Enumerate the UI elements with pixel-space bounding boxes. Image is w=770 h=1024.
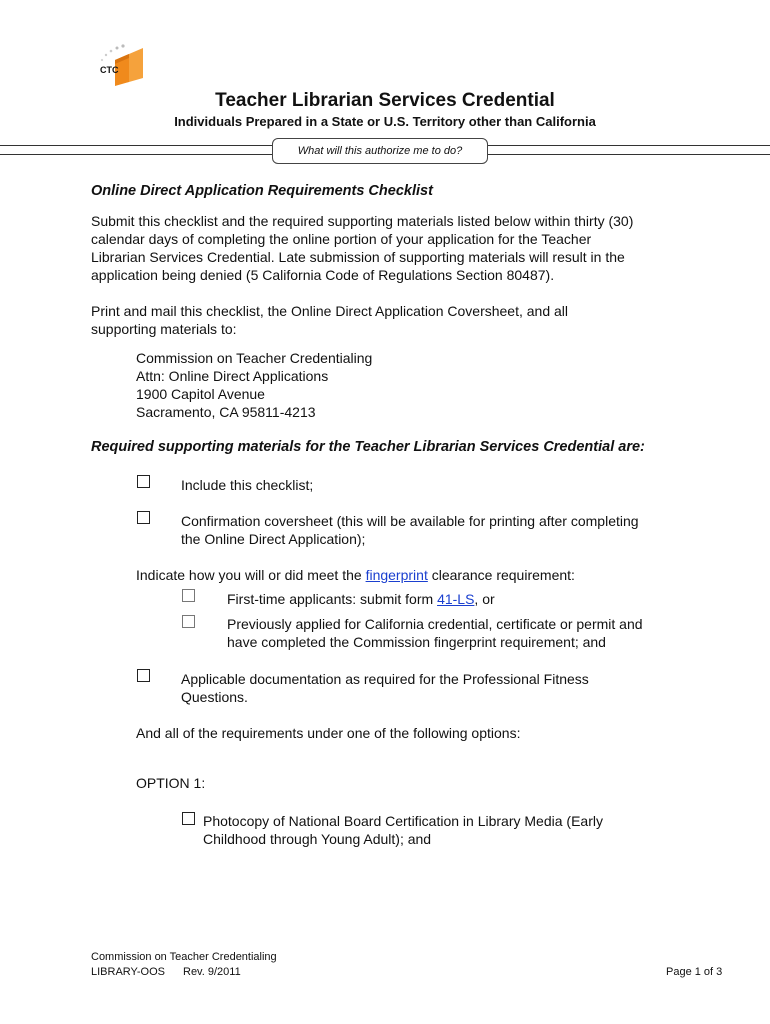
checklist-heading: Online Direct Application Requirements Checklist [91, 183, 433, 199]
previously-applied-checkbox[interactable] [182, 615, 195, 628]
national-board-certification-label [203, 812, 723, 848]
address-line: 1900 Capitol Avenue [136, 386, 265, 402]
previously-applied-label [227, 615, 727, 651]
intro-paragraph [91, 212, 731, 284]
option-1-label: OPTION 1: [136, 775, 206, 791]
professional-fitness-checkbox[interactable] [137, 669, 150, 682]
fingerprint-link[interactable]: fingerprint [365, 567, 428, 583]
national-board-line: Childhood through Young Adult); and [203, 831, 432, 847]
include-checklist-checkbox[interactable] [137, 475, 150, 488]
footer-revision: Rev. 9/2011 [183, 966, 241, 978]
national-board-certification-checkbox[interactable] [182, 812, 195, 825]
previously-applied-line: have completed the Commission fingerprint requirement; and [227, 634, 606, 650]
professional-fitness-line: Applicable documentation as required for the Professional Fitness [181, 671, 589, 687]
authorize-button[interactable]: What will this authorize me to do? [272, 138, 488, 164]
mail-paragraph [91, 302, 731, 338]
coversheet-checkbox[interactable] [137, 511, 150, 524]
ctc-logo [95, 42, 153, 88]
professional-fitness-line: Questions. [181, 689, 248, 705]
fingerprint-text-post: clearance requirement: [427, 567, 575, 583]
all-requirements-text: And all of the requirements under one of the following options: [136, 725, 521, 741]
logo-text: CTC [100, 65, 119, 75]
intro-line: calendar days of completing the online portion of your application for the Teacher [91, 231, 592, 247]
previously-applied-line: Previously applied for California credential, certificate or permit and [227, 616, 643, 632]
footer-form-code: LIBRARY-OOS [91, 966, 165, 978]
coversheet-label [181, 512, 721, 548]
page-title: Teacher Librarian Services Credential [215, 90, 555, 111]
intro-line: Submit this checklist and the required supporting materials listed below within thirty (30) [91, 213, 634, 229]
national-board-line: Photocopy of National Board Certification in Library Media (Early [203, 813, 603, 829]
page-subtitle: Individuals Prepared in a State or U.S. Territory other than California [174, 114, 596, 129]
address-line: Attn: Online Direct Applications [136, 368, 329, 384]
fingerprint-instruction [136, 566, 575, 584]
coversheet-line: Confirmation coversheet (this will be available for printing after completing [181, 513, 639, 529]
required-materials-heading: Required supporting materials for the Teacher Librarian Services Credential are: [91, 439, 645, 455]
first-time-text-pre: First-time applicants: submit form [227, 591, 438, 607]
first-time-applicant-label [227, 590, 495, 608]
professional-fitness-label [181, 670, 721, 706]
address-line: Commission on Teacher Credentialing [136, 350, 373, 366]
footer-org: Commission on Teacher Credentialing [91, 951, 277, 963]
intro-line: application being denied (5 California Code of Regulations Section 80487). [91, 267, 555, 283]
first-time-text-post: , or [474, 591, 495, 607]
mailing-address [136, 349, 372, 421]
first-time-applicant-checkbox[interactable] [182, 589, 195, 602]
footer-page-number: Page 1 of 3 [666, 966, 723, 978]
address-line: Sacramento, CA 95811-4213 [136, 404, 316, 420]
mail-line: supporting materials to: [91, 321, 237, 337]
coversheet-line: the Online Direct Application); [181, 531, 366, 547]
form-41-ls-link[interactable]: 41-LS [437, 591, 475, 607]
fingerprint-text-pre: Indicate how you will or did meet the [136, 567, 366, 583]
ctc-book-logo-icon [95, 42, 153, 88]
intro-line: Librarian Services Credential. Late submission of supporting materials will result in the [91, 249, 625, 265]
include-checklist-label: Include this checklist; [181, 477, 314, 493]
mail-line: Print and mail this checklist, the Online Direct Application Coversheet, and all [91, 303, 569, 319]
